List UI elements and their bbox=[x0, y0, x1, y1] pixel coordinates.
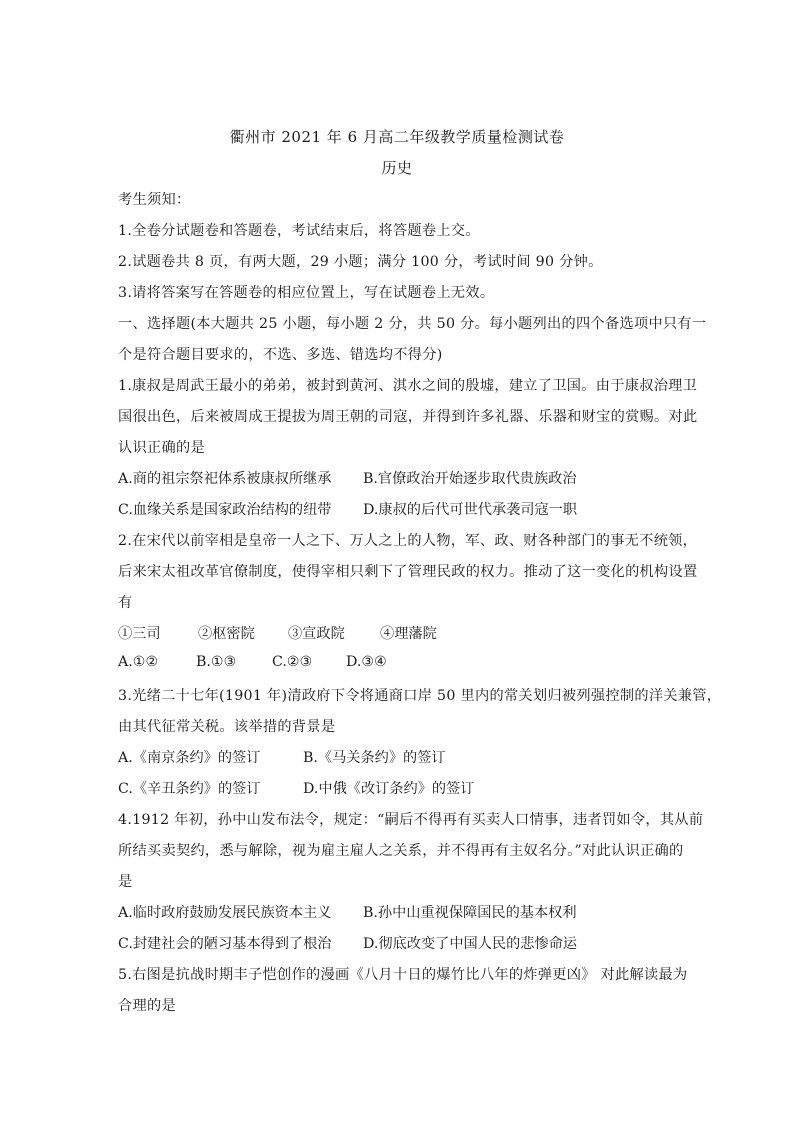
question-2-options-row bbox=[118, 654, 688, 670]
question-4-stem: 所结买卖契约，悉与解除，视为雇主雇人之关系，并不得再有主奴名分。”对此认识正确的 bbox=[118, 843, 684, 859]
section-intro: 个是符合题目要求的，不选、多选、错选均不得分) bbox=[118, 347, 443, 363]
option-c[interactable]: C.《辛丑条约》的签订 bbox=[118, 781, 261, 797]
question-2-stem: 有 bbox=[118, 595, 133, 611]
option-d[interactable]: D.彻底改变了中国人民的悲惨命运 bbox=[363, 936, 578, 952]
option-a[interactable]: A.临时政府鼓励发展民族资本主义 bbox=[118, 905, 332, 921]
option-d[interactable]: D.康叔的后代可世代承袭司寇一职 bbox=[363, 502, 578, 518]
option-d[interactable]: D.中俄《改订条约》的签订 bbox=[303, 781, 475, 797]
question-1-options-row bbox=[118, 499, 688, 519]
item-4: ④理藩院 bbox=[380, 626, 437, 642]
option-a[interactable]: A.商的祖宗祭祀体系被康叔所继承 bbox=[118, 471, 332, 487]
question-4-stem: 是 bbox=[118, 874, 133, 890]
question-1-stem: 国很出色，后来被周成王提拔为周王朝的司寇，并得到许多礼器、乐器和财宝的赏赐。对此 bbox=[118, 409, 698, 425]
notice-item: 1.全卷分试题卷和答题卷，考试结束后，将答题卷上交。 bbox=[118, 223, 480, 239]
question-4-options-row bbox=[118, 902, 688, 922]
option-b[interactable]: B.①③ bbox=[196, 654, 237, 670]
option-b[interactable]: B.《马关条约》的签订 bbox=[303, 750, 446, 766]
question-2-items-row bbox=[118, 623, 688, 643]
option-b[interactable]: B.孙中山重视保障国民的基本权利 bbox=[363, 905, 577, 921]
option-c[interactable]: C.血缘关系是国家政治结构的纽带 bbox=[118, 502, 332, 518]
item-1: ①三司 bbox=[118, 626, 161, 642]
notice-item: 3.请将答案写在答题卷的相应位置上，写在试题卷上无效。 bbox=[118, 285, 495, 301]
option-c[interactable]: C.封建社会的陋习基本得到了根治 bbox=[118, 936, 332, 952]
item-3: ③宣政院 bbox=[288, 626, 345, 642]
item-2: ②枢密院 bbox=[198, 626, 255, 642]
question-3-stem: 3.光绪二十七年(1901 年)清政府下令将通商口岸 50 里内的常关划归被列强控制的洋关兼管， bbox=[118, 688, 722, 704]
exam-subject: 历史 bbox=[381, 159, 413, 177]
question-3-stem: 由其代征常关税。该举措的背景是 bbox=[118, 719, 336, 735]
exam-title: 衢州市 2021 年 6 月高二年级教学质量检测试卷 bbox=[229, 128, 565, 146]
question-2-stem: 后来宋太祖改革官僚制度，使得宰相只剩下了管理民政的权力。推动了这一变化的机构设置 bbox=[118, 564, 698, 580]
option-a[interactable]: A.《南京条约》的签订 bbox=[118, 750, 261, 766]
question-3-options-row bbox=[118, 747, 688, 767]
option-d[interactable]: D.③④ bbox=[346, 654, 387, 670]
notice-heading: 考生须知： bbox=[118, 192, 191, 208]
question-1-stem: 认识正确的是 bbox=[118, 440, 205, 456]
question-3-options-row bbox=[118, 778, 688, 798]
question-4-stem: 4.1912 年初，孙中山发布法令，规定：“嗣后不得再有买卖人口情事，违者罚如令，其从前 bbox=[118, 812, 704, 828]
question-5-stem: 5.右图是抗战时期丰子恺创作的漫画《八月十日的爆竹比八年的炸弹更凶》 对此解读最为 bbox=[118, 967, 688, 983]
option-a[interactable]: A.①② bbox=[118, 654, 159, 670]
notice-item: 2.试题卷共 8 页，有两大题，29 小题；满分 100 分，考试时间 90 分钟。 bbox=[118, 254, 603, 270]
option-c[interactable]: C.②③ bbox=[272, 654, 313, 670]
question-2-stem: 2.在宋代以前宰相是皇帝一人之下、万人之上的人物，军、政、财各种部门的事无不统领， bbox=[118, 533, 698, 549]
option-b[interactable]: B.官僚政治开始逐步取代贵族政治 bbox=[363, 471, 577, 487]
question-1-options-row bbox=[118, 468, 688, 488]
question-4-options-row bbox=[118, 933, 688, 953]
question-5-stem: 合理的是 bbox=[118, 998, 176, 1014]
question-1-stem: 1.康叔是周武王最小的弟弟，被封到黄河、淇水之间的殷墟，建立了卫国。由于康叔治理卫 bbox=[118, 378, 698, 394]
section-intro: 一、选择题(本大题共 25 小题，每小题 2 分，共 50 分。每小题列出的四个备选项中只有一 bbox=[118, 316, 707, 332]
